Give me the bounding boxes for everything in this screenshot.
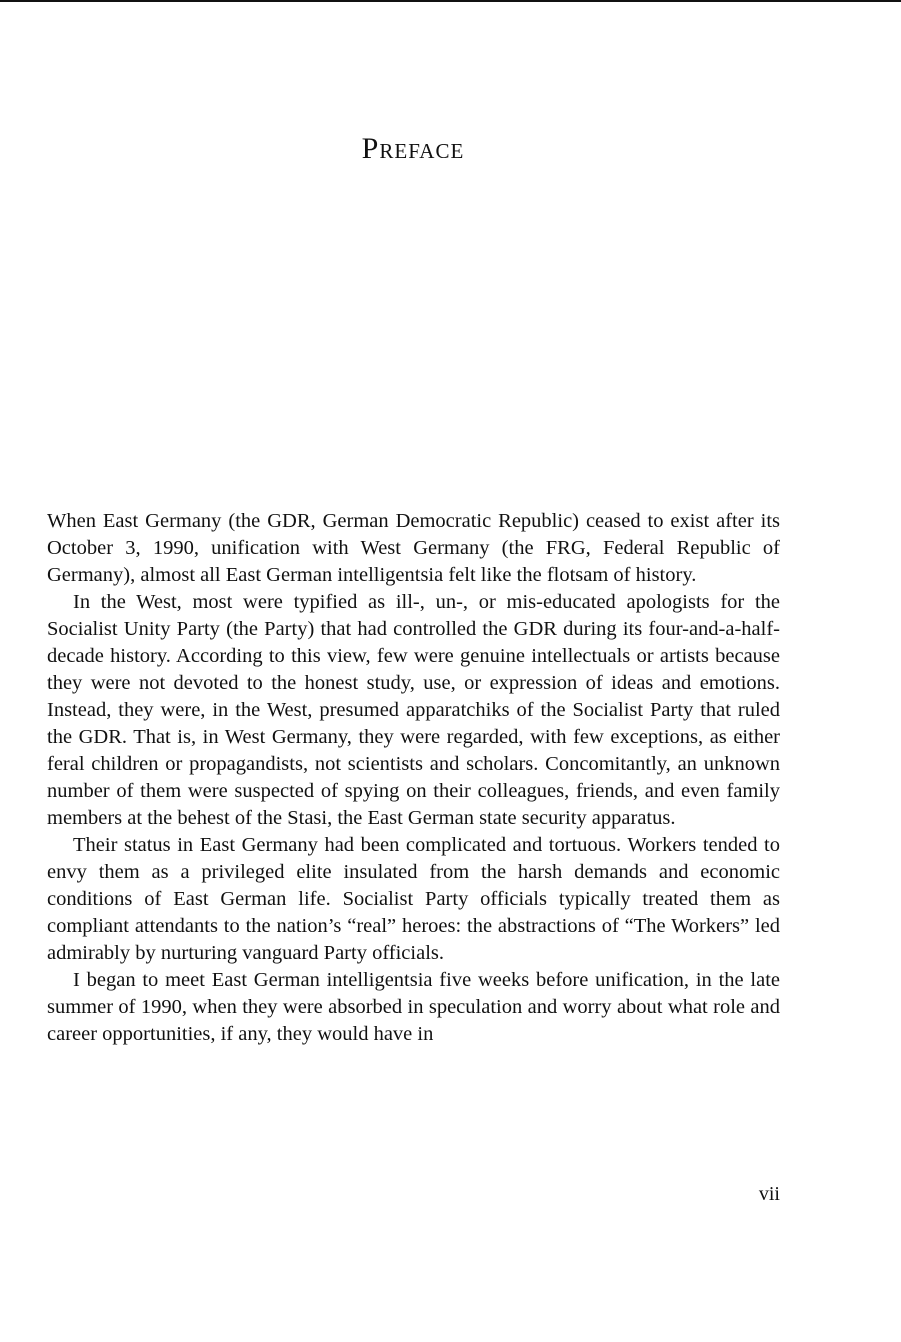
- top-rule: [0, 0, 901, 2]
- paragraph-1: When East Germany (the GDR, German Democratic Republic) ceased to exist after its October 3, 1990, unification with West Germany (the FRG, Federal Republic of Germany), almost all East German intelligentsia felt like the flotsam of history.: [47, 510, 780, 586]
- paragraph-4: I began to meet East German intelligentsia five weeks before unification, in the late summer of 1990, when they were absorbed in speculation and worry about what role and career opportunities, if any, they would have in: [47, 969, 780, 1045]
- page-title: Preface: [361, 132, 465, 165]
- paragraph-2: In the West, most were typified as ill-, un-, or mis-educated apologists for the Socialist Unity Party (the Party) that had controlled the GDR during its four-and-a-half-decade history. According to this view, few were genuine intellectuals or artists because they were not devoted to the honest study, use, or expression of ideas and emotions. Instead, they were, in the West, presumed apparatchiks of the Socialist Party that ruled the GDR. That is, in West Germany, they were regarded, with few exceptions, as either feral children or propagandists, not scientists and scholars. Concomitantly, an unknown number of them were suspected of spying on their colleagues, friends, and even family members at the behest of the Stasi, the East German state security apparatus.: [47, 591, 780, 829]
- body-text: [47, 508, 780, 1048]
- page-number: vii: [758, 1183, 780, 1205]
- paragraph-3: Their status in East Germany had been complicated and tortuous. Workers tended to envy them as a privileged elite insulated from the harsh demands and economic conditions of East German life. Socialist Party officials typically treated them as compliant attendants to the nation’s “real” heroes: the abstractions of “The Workers” led admirably by nurturing vanguard Party officials.: [47, 834, 780, 964]
